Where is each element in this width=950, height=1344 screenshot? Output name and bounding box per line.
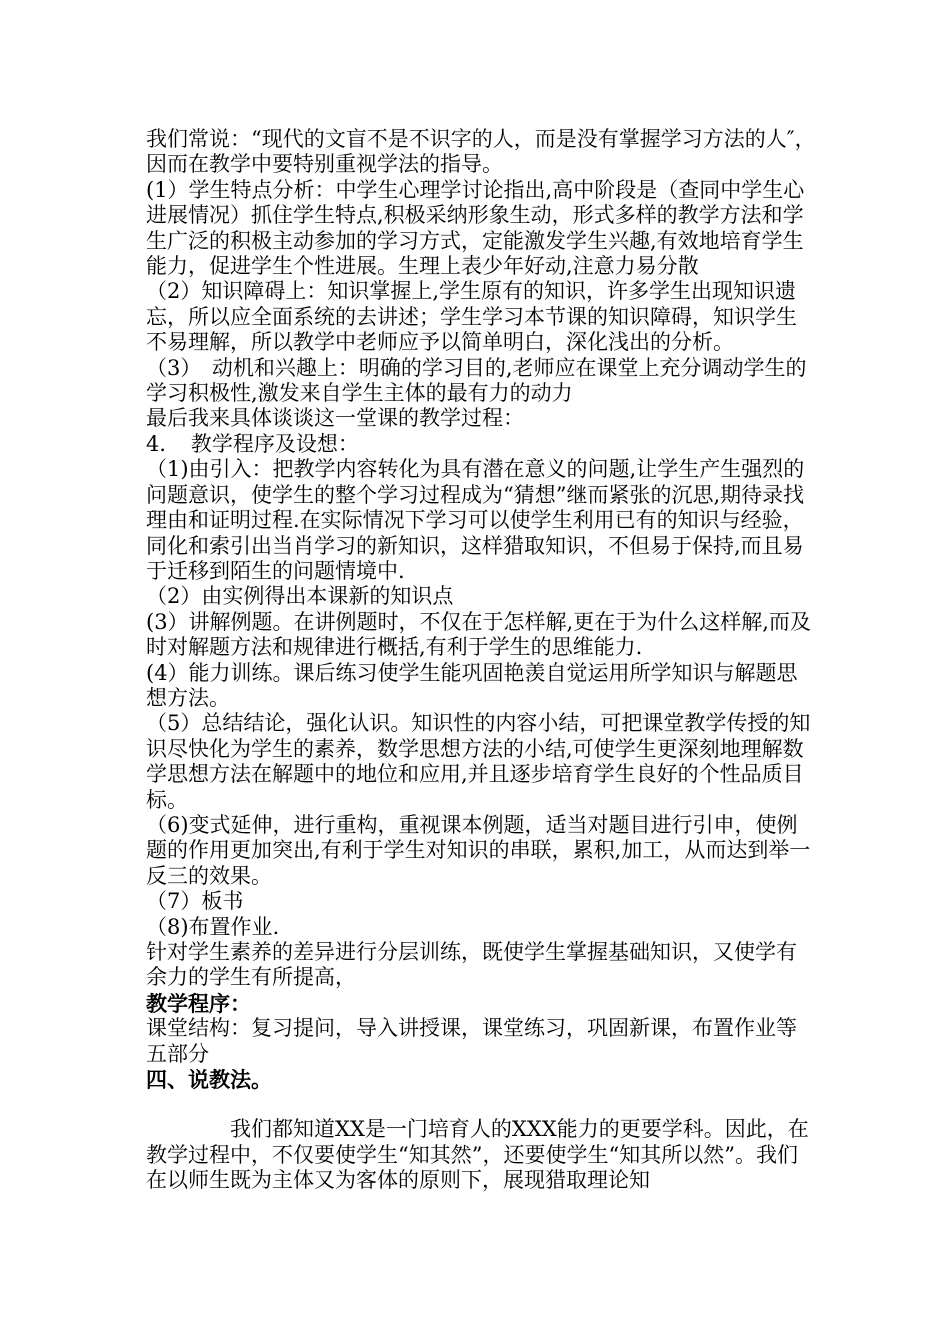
paragraph-teaching-method-body: 我们都知道XX是一门培育人的XXX能力的更要学科。因此，在教学过程中，不仅要使学生“知其然”，还要使学生“知其所以然”。我们在以师生既为主体又为客体的原则下，展现猎取理论知 bbox=[146, 1117, 809, 1193]
paragraph-layered-training: 针对学生素养的差异进行分层训练，既使学生掌握基础知识，又使学有余力的学生有所提高， bbox=[146, 940, 797, 990]
paragraph-section-4: 4． 教学程序及设想： bbox=[146, 431, 359, 456]
paragraph-step-3: (3）讲解例题。在讲例题时，不仅在于怎样解,更在于为什么这样解,而及时对解题方法和规律进行概括,有利于学生的思维能力. bbox=[146, 609, 811, 660]
document-page bbox=[146, 127, 816, 1194]
paragraph-step-4: (4）能力训练。课后练习使学生能巩固艳羡自觉运用所学知识与解题思想方法。 bbox=[146, 660, 798, 710]
paragraph-step-2: （2）由实例得出本课新的知识点 bbox=[146, 584, 454, 609]
paragraph-motivation: （3） 动机和兴趣上：明确的学习目的,老师应在课堂上充分调动学生的学习积极性,激发来自学生主体的最有力的动力 bbox=[146, 355, 807, 406]
paragraph-knowledge-obstacle: （2）知识障碍上：知识掌握上,学生原有的知识，许多学生出现知识遗忘，所以应全面系统的去讲述；学生学习本节课的知识障碍，知识学生不易理解，所以教学中老师应予以简单明白，深化浅出的分析。 bbox=[146, 279, 797, 355]
paragraph-student-analysis: (1）学生特点分析：中学生心理学讨论指出,高中阶段是（查同中学生心进展情况）抓住学生特点,积极采纳形象生动，形式多样的教学方法和学生广泛的积极主动参加的学习方式，定能激发学生兴趣,有效地培育学生能力，促进学生个性进展。生理上表少年好动,注意力易分散 bbox=[146, 177, 805, 279]
paragraph-step-8: （8)布置作业. bbox=[146, 914, 280, 939]
heading-teaching-method: 四、说教法。 bbox=[146, 1067, 272, 1093]
heading-teaching-procedure: 教学程序： bbox=[146, 990, 251, 1016]
paragraph-step-1: （1)由引入：把教学内容转化为具有潜在意义的问题,让学生产生强烈的问题意识，使学生的整个学习过程成为“猜想”继而紧张的沉思,期待录找理由和证明过程.在实际情况下学习可以使学生利用已有的知识与经验，同化和索引出当肖学习的新知识，这样猎取知识，不但易于保持,而且易于迁移到陌生的问题情境中. bbox=[146, 457, 805, 583]
paragraph-step-7: （7）板书 bbox=[146, 889, 244, 914]
paragraph-intro: 我们常说：“现代的文盲不是不识字的人，而是没有掌握学习方法的人″，因而在教学中要特别重视学法的指导。 bbox=[146, 127, 816, 177]
paragraph-step-6: （6)变式延伸，进行重构，重视课本例题，适当对题目进行引申，使例题的作用更加突出,有利于学生对知识的串联，累积,加工，从而达到举一反三的效果。 bbox=[146, 812, 811, 888]
paragraph-class-structure: 课堂结构：复习提问，导入讲授课，课堂练习，巩固新课，布置作业等五部分 bbox=[146, 1016, 797, 1066]
paragraph-step-5: （5）总结结论，强化认识。知识性的内容小结，可把课堂教学传授的知识尽快化为学生的素养，数学思想方法的小结,可使学生更深刻地理解数学思想方法在解题中的地位和应用,并且逐步培育学生良好的个性品质目标。 bbox=[146, 711, 811, 812]
blank-line bbox=[146, 1092, 816, 1117]
paragraph-process-intro: 最后我来具体谈谈这一堂课的教学过程： bbox=[146, 406, 524, 431]
